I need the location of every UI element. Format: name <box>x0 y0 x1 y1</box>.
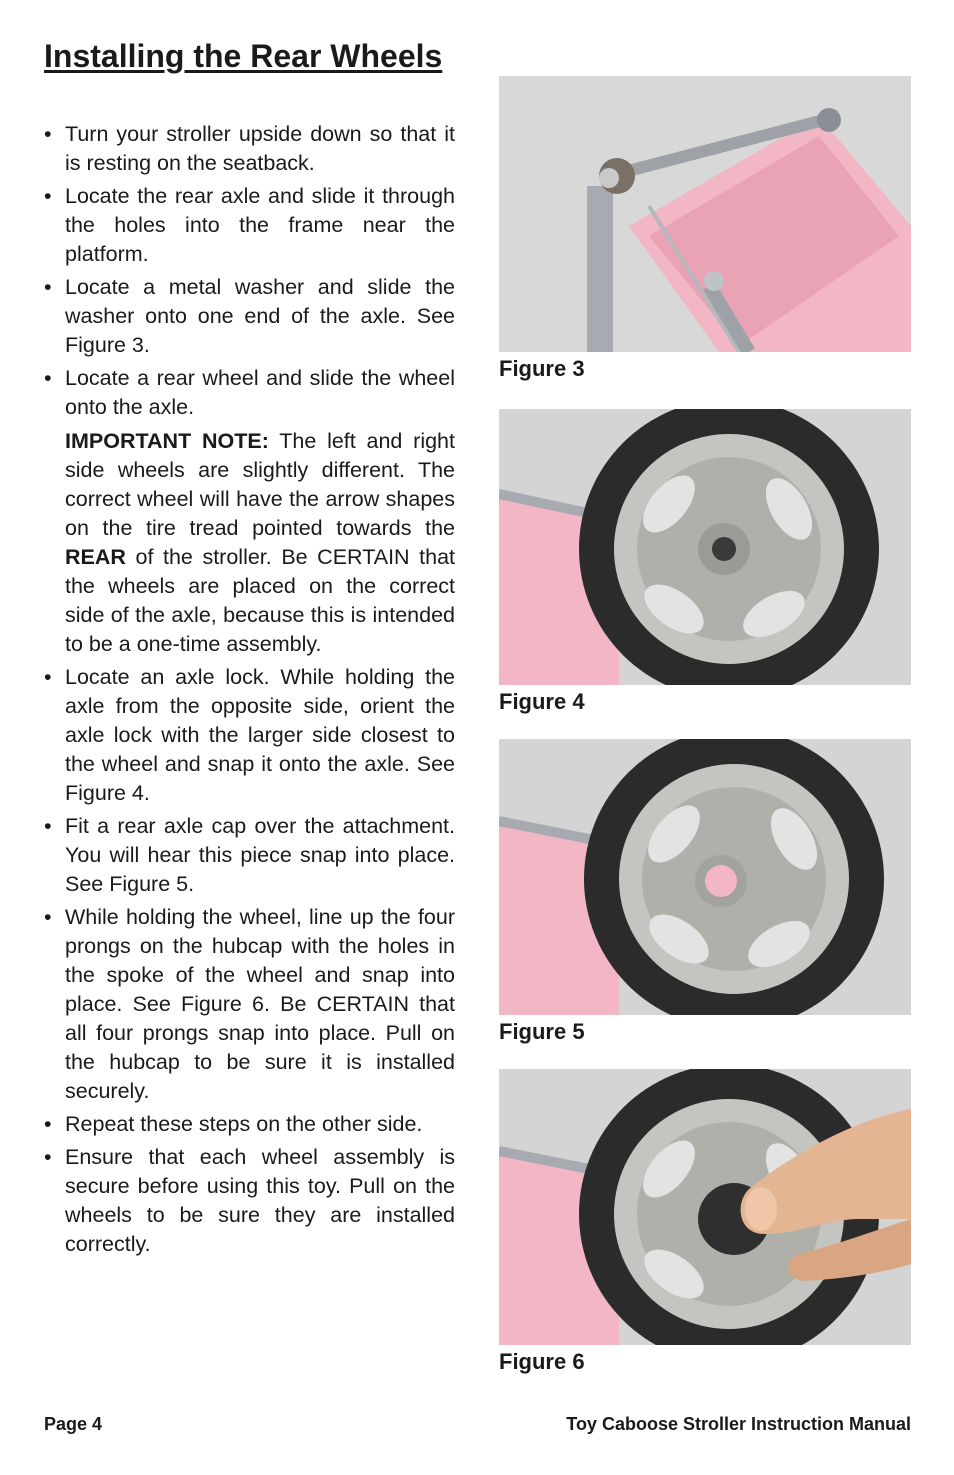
list-item <box>44 182 455 269</box>
bullet: • <box>44 1112 52 1136</box>
bullet: • <box>44 275 52 299</box>
list-item <box>44 1110 455 1139</box>
bullet: • <box>44 122 52 146</box>
figure-5-photo <box>499 739 911 1015</box>
important-note <box>65 427 455 659</box>
page-title: Installing the Rear Wheels <box>44 38 443 74</box>
bullet: • <box>44 665 52 689</box>
instruction-list <box>44 120 455 1263</box>
figure-4-illustration <box>499 409 911 685</box>
figure-6-photo <box>499 1069 911 1345</box>
step-text: While holding the wheel, line up the four prongs on the hubcap with the holes in the spoke of the wheel and snap into place. See Figure 6. Be CERTAIN that all four prongs snap into place. Pull on the hubcap to be sure it is installed securely. <box>65 905 455 1103</box>
bullet: • <box>44 184 52 208</box>
bullet: • <box>44 366 52 390</box>
step-text: Locate an axle lock. While holding the axle from the opposite side, orient the axle lock with the larger side closest to the wheel and snap it onto the axle. See Figure 4. <box>65 665 455 805</box>
step-text: Turn your stroller upside down so that it is resting on the seatback. <box>65 122 455 175</box>
list-item <box>44 273 455 360</box>
figure-6-caption: Figure 6 <box>499 1349 585 1374</box>
step-text: Locate a metal washer and slide the washer onto one end of the axle. See Figure 3. <box>65 275 455 357</box>
list-item <box>44 364 455 659</box>
list-item <box>44 903 455 1106</box>
important-note-label: IMPORTANT NOTE: <box>65 429 269 453</box>
manual-title: Toy Caboose Stroller Instruction Manual <box>566 1414 911 1434</box>
list-item <box>44 120 455 178</box>
step-text: Locate a rear wheel and slide the wheel onto the axle. <box>65 366 455 419</box>
figure-4-photo <box>499 409 911 685</box>
bullet: • <box>44 905 52 929</box>
important-note-text-end: of the stroller. Be CERTAIN that the wheels are placed on the correct side of the axle, because this is intended to be a one-time assembly. <box>65 545 455 656</box>
step-text: Repeat these steps on the other side. <box>65 1112 423 1136</box>
figure-5-illustration <box>499 739 911 1015</box>
list-item <box>44 1143 455 1259</box>
important-note-emphasis: REAR <box>65 545 126 569</box>
bullet: • <box>44 814 52 838</box>
figure-3-illustration <box>499 76 911 352</box>
list-item <box>44 663 455 808</box>
bullet: • <box>44 1145 52 1169</box>
figure-3-photo <box>499 76 911 352</box>
step-text: Locate the rear axle and slide it through the holes into the frame near the platform. <box>65 184 455 266</box>
step-text: Fit a rear axle cap over the attachment. You will hear this piece snap into place. See Figure 5. <box>65 814 455 896</box>
page-number: Page 4 <box>44 1414 103 1434</box>
figure-4-caption: Figure 4 <box>499 689 585 714</box>
list-item <box>44 812 455 899</box>
figure-3-caption: Figure 3 <box>499 356 585 381</box>
figure-6-illustration <box>499 1069 911 1345</box>
step-text: Ensure that each wheel assembly is secure before using this toy. Pull on the wheels to be sure they are installed correctly. <box>65 1145 455 1256</box>
important-note-text: The left and right side wheels are slightly different. The correct wheel will have the arrow shapes on the tire tread pointed towards the <box>65 429 455 540</box>
figure-5-caption: Figure 5 <box>499 1019 585 1044</box>
